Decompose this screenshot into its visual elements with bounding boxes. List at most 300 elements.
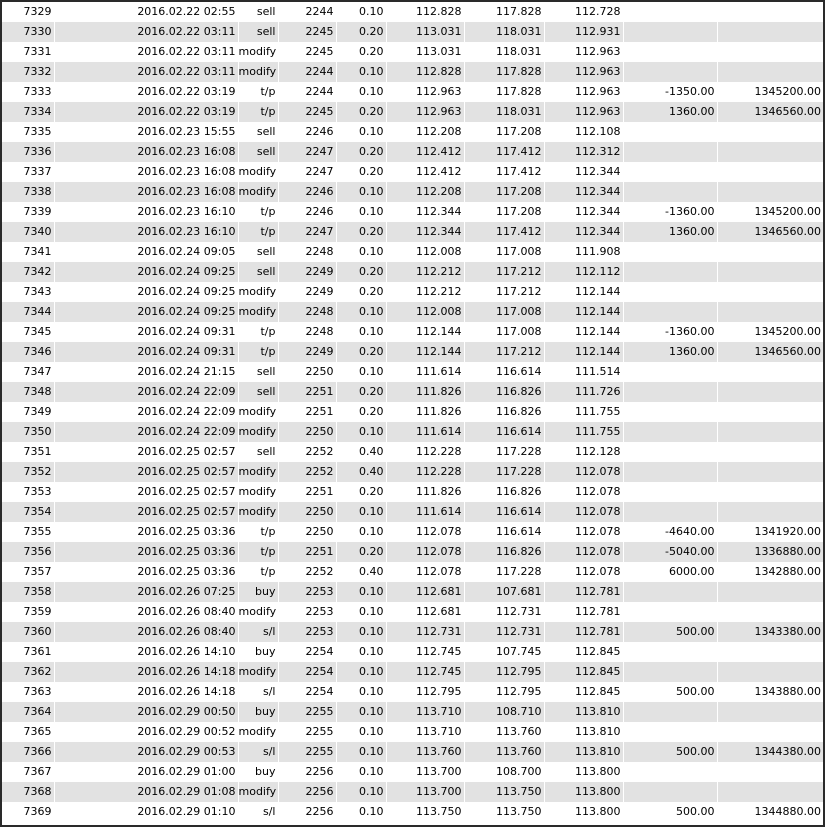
profit-cell: 6000.00 [623,562,717,582]
size-cell: 0.40 [336,462,386,482]
balance-cell [717,582,823,602]
stop-loss-cell: 118.031 [464,42,544,62]
size-cell: 0.40 [336,442,386,462]
order-cell: 2256 [278,762,336,782]
type-cell: s/l [238,682,278,702]
order-cell: 2256 [278,782,336,802]
deal-id-cell: 7357 [2,562,54,582]
time-cell: 2016.02.26 08:40 [54,602,238,622]
balance-cell [717,762,823,782]
time-cell: 2016.02.24 09:25 [54,282,238,302]
stop-loss-cell: 116.826 [464,382,544,402]
size-cell: 0.20 [336,22,386,42]
order-cell: 2248 [278,322,336,342]
price-cell: 112.963 [386,82,464,102]
order-cell: 2244 [278,62,336,82]
table-row[interactable] [2,122,823,142]
table-row[interactable] [2,522,823,542]
profit-cell: 500.00 [623,682,717,702]
price-cell: 112.078 [386,522,464,542]
deal-id-cell: 7331 [2,42,54,62]
size-cell: 0.10 [336,762,386,782]
type-cell: sell [238,442,278,462]
time-cell: 2016.02.24 22:09 [54,382,238,402]
type-cell: t/p [238,102,278,122]
price-cell: 112.795 [386,682,464,702]
size-cell: 0.20 [336,142,386,162]
table-row[interactable] [2,162,823,182]
table-row[interactable] [2,662,823,682]
deal-id-cell: 7367 [2,762,54,782]
take-profit-cell: 111.755 [544,422,623,442]
trade-history-table [2,2,823,822]
balance-cell: 1345200.00 [754,205,821,218]
time-cell: 2016.02.26 08:40 [54,622,238,642]
table-row[interactable] [2,762,823,782]
table-body [2,2,823,822]
deal-id-cell: 7358 [2,582,54,602]
stop-loss-cell: 113.760 [464,742,544,762]
order-cell: 2247 [278,142,336,162]
deal-id-cell: 7353 [2,482,54,502]
balance-cell [717,782,823,802]
table-row[interactable] [2,702,823,722]
stop-loss-cell: 107.681 [464,582,544,602]
order-cell: 2250 [278,362,336,382]
take-profit-cell: 112.963 [544,102,623,122]
type-cell: s/l [238,802,278,822]
stop-loss-cell: 116.826 [464,482,544,502]
price-cell: 112.681 [386,582,464,602]
type-cell: modify [238,662,278,682]
table-row[interactable] [2,562,823,582]
table-row[interactable] [2,62,823,82]
time-cell: 2016.02.29 00:53 [54,742,238,762]
order-cell: 2244 [278,2,336,22]
order-cell: 2246 [278,122,336,142]
order-cell: 2250 [278,422,336,442]
type-cell: sell [238,142,278,162]
deal-id-cell: 7352 [2,462,54,482]
price-cell: 112.828 [386,2,464,22]
price-cell: 111.614 [386,362,464,382]
time-cell: 2016.02.24 22:09 [54,402,238,422]
deal-id-cell: 7347 [2,362,54,382]
profit-cell: 500.00 [623,622,717,642]
balance-cell: 1345200.00 [754,325,821,338]
profit-cell: 1360.00 [623,342,717,362]
order-cell: 2249 [278,262,336,282]
deal-id-cell: 7338 [2,182,54,202]
balance-cell: 1336880.00 [717,542,823,562]
balance-cell [717,642,823,662]
profit-cell [623,462,717,482]
type-cell: t/p [238,522,278,542]
size-cell: 0.10 [336,522,386,542]
price-cell: 113.031 [386,42,464,62]
price-cell: 112.008 [386,242,464,262]
deal-id-cell: 7366 [2,742,54,762]
order-cell: 2251 [278,382,336,402]
time-cell: 2016.02.29 01:10 [54,802,238,822]
type-cell: modify [238,482,278,502]
type-cell: sell [238,362,278,382]
type-cell: t/p [238,82,278,102]
time-cell: 2016.02.24 09:31 [54,322,238,342]
order-cell: 2255 [278,722,336,742]
order-cell: 2253 [278,622,336,642]
take-profit-cell: 112.112 [544,262,623,282]
deal-id-cell: 7342 [2,262,54,282]
table-row[interactable] [2,2,823,22]
balance-cell [717,282,823,302]
type-cell: sell [238,2,278,22]
stop-loss-cell: 118.031 [464,102,544,122]
type-cell: buy [238,702,278,722]
type-cell: t/p [238,322,278,342]
size-cell: 0.10 [336,2,386,22]
table-row[interactable] [2,482,823,502]
price-cell: 112.963 [386,102,464,122]
price-cell: 111.826 [386,482,464,502]
stop-loss-cell: 117.828 [464,2,544,22]
table-row[interactable] [2,602,823,622]
size-cell: 0.10 [336,642,386,662]
take-profit-cell: 112.078 [544,562,623,582]
profit-cell [623,122,717,142]
profit-cell [623,582,717,602]
size-cell: 0.10 [336,302,386,322]
balance-cell [717,702,823,722]
table-row[interactable] [2,542,823,562]
take-profit-cell: 112.128 [544,442,623,462]
deal-id-cell: 7343 [2,282,54,302]
size-cell: 0.20 [336,542,386,562]
type-cell: modify [238,722,278,742]
take-profit-cell: 112.845 [544,662,623,682]
price-cell: 111.614 [386,502,464,522]
profit-cell [623,362,717,382]
table-row[interactable] [2,22,823,42]
price-cell: 112.228 [386,442,464,462]
deal-id-cell: 7340 [2,222,54,242]
take-profit-cell: 112.344 [544,182,623,202]
type-cell: modify [238,182,278,202]
profit-cell: -5040.00 [623,542,717,562]
table-row[interactable] [2,782,823,802]
table-row[interactable] [2,322,823,342]
deal-id-cell: 7329 [2,2,54,22]
table-row[interactable] [2,342,823,362]
order-cell: 2249 [278,342,336,362]
type-cell: modify [238,422,278,442]
profit-cell [623,382,717,402]
deal-id-cell: 7349 [2,402,54,422]
type-cell: buy [238,642,278,662]
profit-cell [623,722,717,742]
deal-id-cell: 7344 [2,302,54,322]
time-cell: 2016.02.24 09:31 [54,342,238,362]
time-cell: 2016.02.25 03:36 [54,542,238,562]
price-cell: 113.031 [386,22,464,42]
size-cell: 0.10 [336,802,386,822]
take-profit-cell: 113.800 [544,762,623,782]
stop-loss-cell: 117.208 [464,202,544,222]
time-cell: 2016.02.23 16:10 [54,222,238,242]
size-cell: 0.20 [336,402,386,422]
profit-cell [623,62,717,82]
price-cell: 113.750 [386,802,464,822]
balance-cell [717,182,823,202]
profit-cell [623,182,717,202]
price-cell: 112.078 [386,562,464,582]
balance-cell [717,22,823,42]
price-cell: 112.144 [386,342,464,362]
profit-cell [623,702,717,722]
balance-cell [717,502,823,522]
order-cell: 2254 [278,642,336,662]
deal-id-cell: 7354 [2,502,54,522]
time-cell: 2016.02.22 02:55 [54,2,238,22]
time-cell: 2016.02.24 09:25 [54,302,238,322]
balance-cell: 1344880.00 [754,805,821,818]
time-cell: 2016.02.29 00:50 [54,702,238,722]
size-cell: 0.20 [336,282,386,302]
price-cell: 112.144 [386,322,464,342]
table-row[interactable] [2,102,823,122]
deal-id-cell: 7368 [2,782,54,802]
time-cell: 2016.02.26 14:18 [54,662,238,682]
price-cell: 112.731 [386,622,464,642]
table-row[interactable] [2,362,823,382]
deal-id-cell: 7346 [2,342,54,362]
type-cell: sell [238,22,278,42]
table-row[interactable] [2,202,823,222]
take-profit-cell: 112.781 [544,622,623,642]
table-row[interactable] [2,442,823,462]
price-cell: 113.710 [386,722,464,742]
stop-loss-cell: 117.828 [464,62,544,82]
table-row[interactable] [2,742,823,762]
stop-loss-cell: 116.614 [464,502,544,522]
stop-loss-cell: 117.212 [464,282,544,302]
order-cell: 2255 [278,742,336,762]
table-row[interactable] [2,42,823,62]
type-cell: modify [238,162,278,182]
stop-loss-cell: 112.795 [464,662,544,682]
stop-loss-cell: 112.731 [464,622,544,642]
size-cell: 0.10 [336,722,386,742]
take-profit-cell: 112.845 [544,642,623,662]
size-cell: 0.10 [336,122,386,142]
table-row[interactable] [2,802,823,822]
balance-cell: 1343380.00 [717,622,823,642]
deal-id-cell: 7362 [2,662,54,682]
profit-cell [623,2,717,22]
order-cell: 2245 [278,42,336,62]
deal-id-cell: 7351 [2,442,54,462]
order-cell: 2248 [278,242,336,262]
stop-loss-cell: 116.614 [464,422,544,442]
deal-id-cell: 7339 [2,202,54,222]
profit-cell: 1360.00 [623,222,717,242]
order-cell: 2250 [278,502,336,522]
balance-cell [717,402,823,422]
stop-loss-cell: 117.228 [464,562,544,582]
table-row[interactable] [2,182,823,202]
table-row[interactable] [2,722,823,742]
deal-id-cell: 7335 [2,122,54,142]
size-cell: 0.20 [336,382,386,402]
deal-id-cell: 7360 [2,622,54,642]
stop-loss-cell: 117.412 [464,162,544,182]
order-cell: 2245 [278,102,336,122]
time-cell: 2016.02.25 02:57 [54,502,238,522]
size-cell: 0.10 [336,422,386,442]
order-cell: 2254 [278,662,336,682]
balance-cell: 1346560.00 [717,222,823,242]
balance-cell [717,662,823,682]
type-cell: sell [238,262,278,282]
order-cell: 2256 [278,802,336,822]
deal-id-cell: 7330 [2,22,54,42]
table-row[interactable] [2,142,823,162]
balance-cell: 1345200.00 [754,85,821,98]
table-row[interactable] [2,502,823,522]
take-profit-cell: 112.963 [544,62,623,82]
size-cell: 0.10 [336,82,386,102]
time-cell: 2016.02.24 09:25 [54,262,238,282]
table-row[interactable] [2,462,823,482]
profit-cell: 1360.00 [623,102,717,122]
price-cell: 113.700 [386,782,464,802]
price-cell: 112.344 [386,222,464,242]
profit-cell: -1360.00 [623,202,717,222]
size-cell: 0.10 [336,502,386,522]
profit-cell [623,602,717,622]
take-profit-cell: 113.810 [544,702,623,722]
take-profit-cell: 113.810 [544,722,623,742]
table-row[interactable] [2,302,823,322]
table-row[interactable] [2,402,823,422]
size-cell: 0.10 [336,362,386,382]
table-row[interactable] [2,642,823,662]
size-cell: 0.10 [336,782,386,802]
table-row[interactable] [2,82,823,102]
stop-loss-cell: 117.412 [464,222,544,242]
price-cell: 112.344 [386,202,464,222]
profit-cell: -1350.00 [623,82,717,102]
take-profit-cell: 112.078 [544,542,623,562]
stop-loss-cell: 117.412 [464,142,544,162]
price-cell: 112.208 [386,122,464,142]
type-cell: modify [238,62,278,82]
size-cell: 0.10 [336,622,386,642]
deal-id-cell: 7334 [2,102,54,122]
profit-cell [623,22,717,42]
deal-id-cell: 7336 [2,142,54,162]
deal-id-cell: 7365 [2,722,54,742]
size-cell: 0.10 [336,742,386,762]
table-row[interactable] [2,382,823,402]
time-cell: 2016.02.24 22:09 [54,422,238,442]
price-cell: 112.828 [386,62,464,82]
profit-cell [623,422,717,442]
type-cell: modify [238,402,278,422]
table-row[interactable] [2,582,823,602]
stop-loss-cell: 117.008 [464,302,544,322]
order-cell: 2251 [278,482,336,502]
table-row[interactable] [2,682,823,702]
size-cell: 0.10 [336,322,386,342]
price-cell: 113.710 [386,702,464,722]
take-profit-cell: 112.963 [544,42,623,62]
time-cell: 2016.02.23 15:55 [54,122,238,142]
balance-cell [717,442,823,462]
take-profit-cell: 112.845 [544,682,623,702]
table-row[interactable] [2,422,823,442]
time-cell: 2016.02.24 21:15 [54,362,238,382]
order-cell: 2252 [278,562,336,582]
type-cell: t/p [238,562,278,582]
profit-cell [623,762,717,782]
table-row[interactable] [2,262,823,282]
order-cell: 2247 [278,162,336,182]
balance-cell: 1344380.00 [717,742,823,762]
order-cell: 2247 [278,222,336,242]
price-cell: 112.078 [386,542,464,562]
profit-cell: 500.00 [623,742,717,762]
balance-cell [717,62,823,82]
stop-loss-cell: 117.828 [464,82,544,102]
take-profit-cell: 112.078 [544,462,623,482]
order-cell: 2254 [278,682,336,702]
table-row[interactable] [2,222,823,242]
time-cell: 2016.02.22 03:11 [54,22,238,42]
take-profit-cell: 112.078 [544,482,623,502]
order-cell: 2253 [278,582,336,602]
take-profit-cell: 112.781 [544,602,623,622]
stop-loss-cell: 108.710 [464,702,544,722]
take-profit-cell: 112.344 [544,222,623,242]
take-profit-cell: 112.963 [544,82,623,102]
deal-id-cell: 7350 [2,422,54,442]
profit-cell [623,782,717,802]
take-profit-cell: 111.514 [544,362,623,382]
take-profit-cell: 112.078 [544,522,623,542]
order-cell: 2251 [278,402,336,422]
table-row[interactable] [2,622,823,642]
take-profit-cell: 112.144 [544,342,623,362]
size-cell: 0.40 [336,562,386,582]
time-cell: 2016.02.22 03:19 [54,102,238,122]
order-cell: 2255 [278,702,336,722]
size-cell: 0.10 [336,602,386,622]
size-cell: 0.10 [336,182,386,202]
balance-cell [717,42,823,62]
stop-loss-cell: 117.212 [464,342,544,362]
type-cell: sell [238,122,278,142]
stop-loss-cell: 118.031 [464,22,544,42]
price-cell: 113.700 [386,762,464,782]
profit-cell [623,162,717,182]
table-row[interactable] [2,242,823,262]
time-cell: 2016.02.22 03:11 [54,62,238,82]
size-cell: 0.20 [336,162,386,182]
size-cell: 0.10 [336,62,386,82]
table-row[interactable] [2,282,823,302]
stop-loss-cell: 113.760 [464,722,544,742]
